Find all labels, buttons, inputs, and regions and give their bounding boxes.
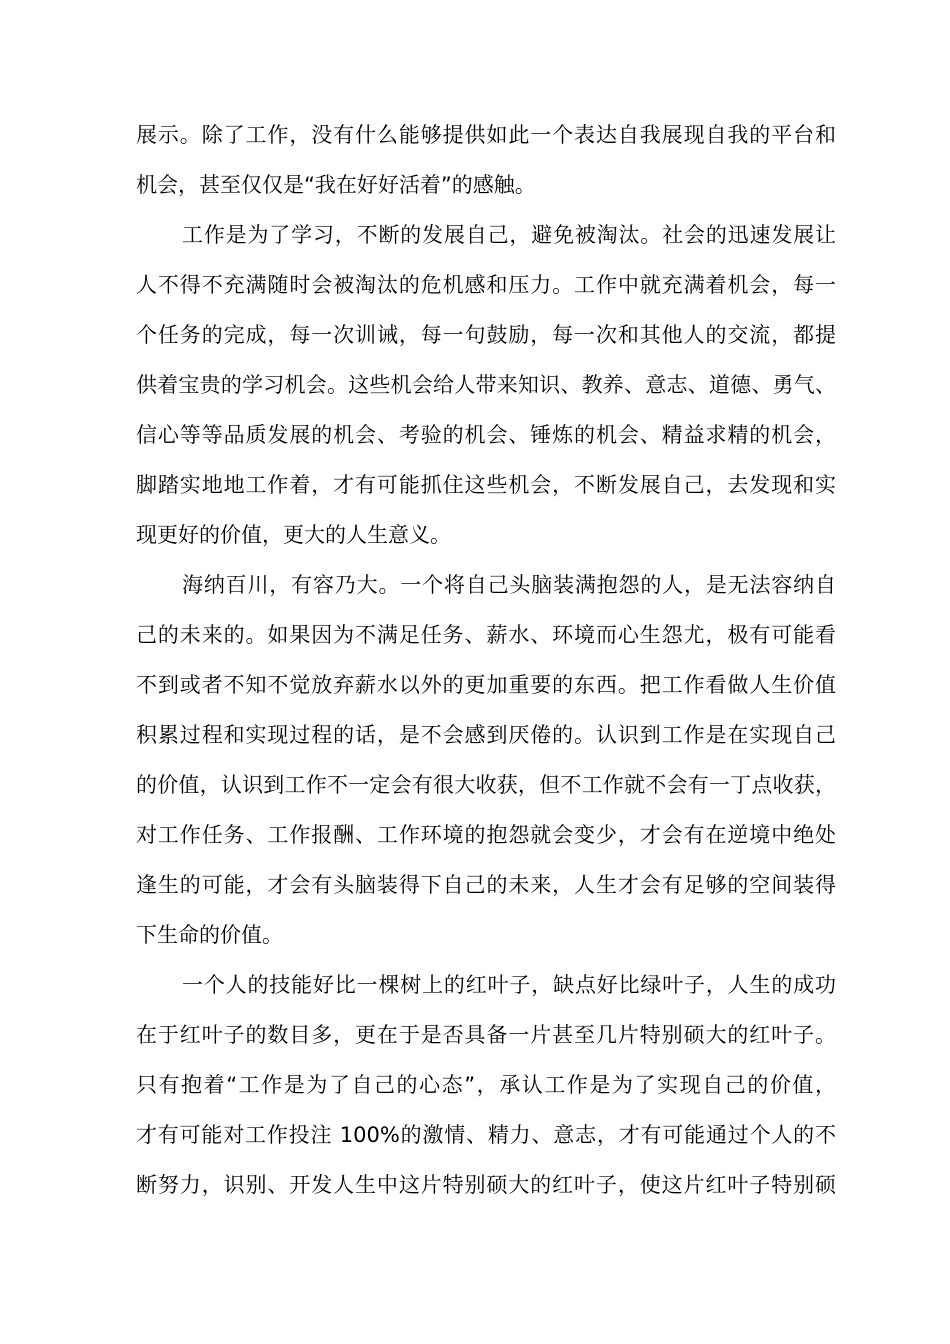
text-line: 机会，甚至仅仅是“我在好好活着”的感触。 bbox=[136, 173, 536, 197]
paragraph-first-line: 一个人的技能好比一棵树上的红叶子，缺点好比绿叶子，人生的成功 bbox=[182, 973, 836, 997]
text-line: 积累过程和实现过程的话，是不会感到厌倦的。认识到工作是在实现自己 bbox=[136, 723, 836, 747]
paragraph-first-line: 工作是为了学习，不断的发展自己，避免被淘汰。社会的迅速发展让 bbox=[182, 223, 836, 247]
text-line: 对工作任务、工作报酬、工作环境的抱怨就会变少，才会有在逆境中绝处 bbox=[136, 823, 836, 847]
text-line: 才有可能对工作投注 100%的激情、精力、意志，才有可能通过个人的不 bbox=[136, 1123, 836, 1147]
text-line: 不到或者不知不觉放弃薪水以外的更加重要的东西。把工作看做人生价值 bbox=[136, 673, 836, 697]
text-line: 信心等等品质发展的机会、考验的机会、锤炼的机会、精益求精的机会， bbox=[136, 423, 836, 447]
text-line: 逢生的可能，才会有头脑装得下自己的未来，人生才会有足够的空间装得 bbox=[136, 873, 836, 897]
text-line: 展示。除了工作，没有什么能够提供如此一个表达自我展现自我的平台和 bbox=[136, 123, 836, 147]
text-line: 供着宝贵的学习机会。这些机会给人带来知识、教养、意志、道德、勇气、 bbox=[136, 373, 836, 397]
text-line: 在于红叶子的数目多，更在于是否具备一片甚至几片特别硕大的红叶子。 bbox=[136, 1023, 836, 1047]
text-line: 断努力，识别、开发人生中这片特别硕大的红叶子，使这片红叶子特别硕 bbox=[136, 1173, 836, 1197]
text-line: 的价值，认识到工作不一定会有很大收获，但不工作就不会有一丁点收获， bbox=[136, 773, 836, 797]
text-line: 现更好的价值，更大的人生意义。 bbox=[136, 523, 451, 547]
paragraph-first-line: 海纳百川，有容乃大。一个将自己头脑装满抱怨的人，是无法容纳自 bbox=[182, 573, 836, 597]
text-line: 人不得不充满随时会被淘汰的危机感和压力。工作中就充满着机会，每一 bbox=[136, 273, 836, 297]
text-line: 只有抱着“工作是为了自己的心态”，承认工作是为了实现自己的价值， bbox=[136, 1073, 836, 1097]
text-line: 下生命的价值。 bbox=[136, 923, 283, 947]
text-line: 个任务的完成，每一次训诫，每一句鼓励，每一次和其他人的交流，都提 bbox=[136, 323, 836, 347]
text-line: 脚踏实地地工作着，才有可能抓住这些机会，不断发展自己，去发现和实 bbox=[136, 473, 836, 497]
text-line: 己的未来的。如果因为不满足任务、薪水、环境而心生怨尤，极有可能看 bbox=[136, 623, 836, 647]
